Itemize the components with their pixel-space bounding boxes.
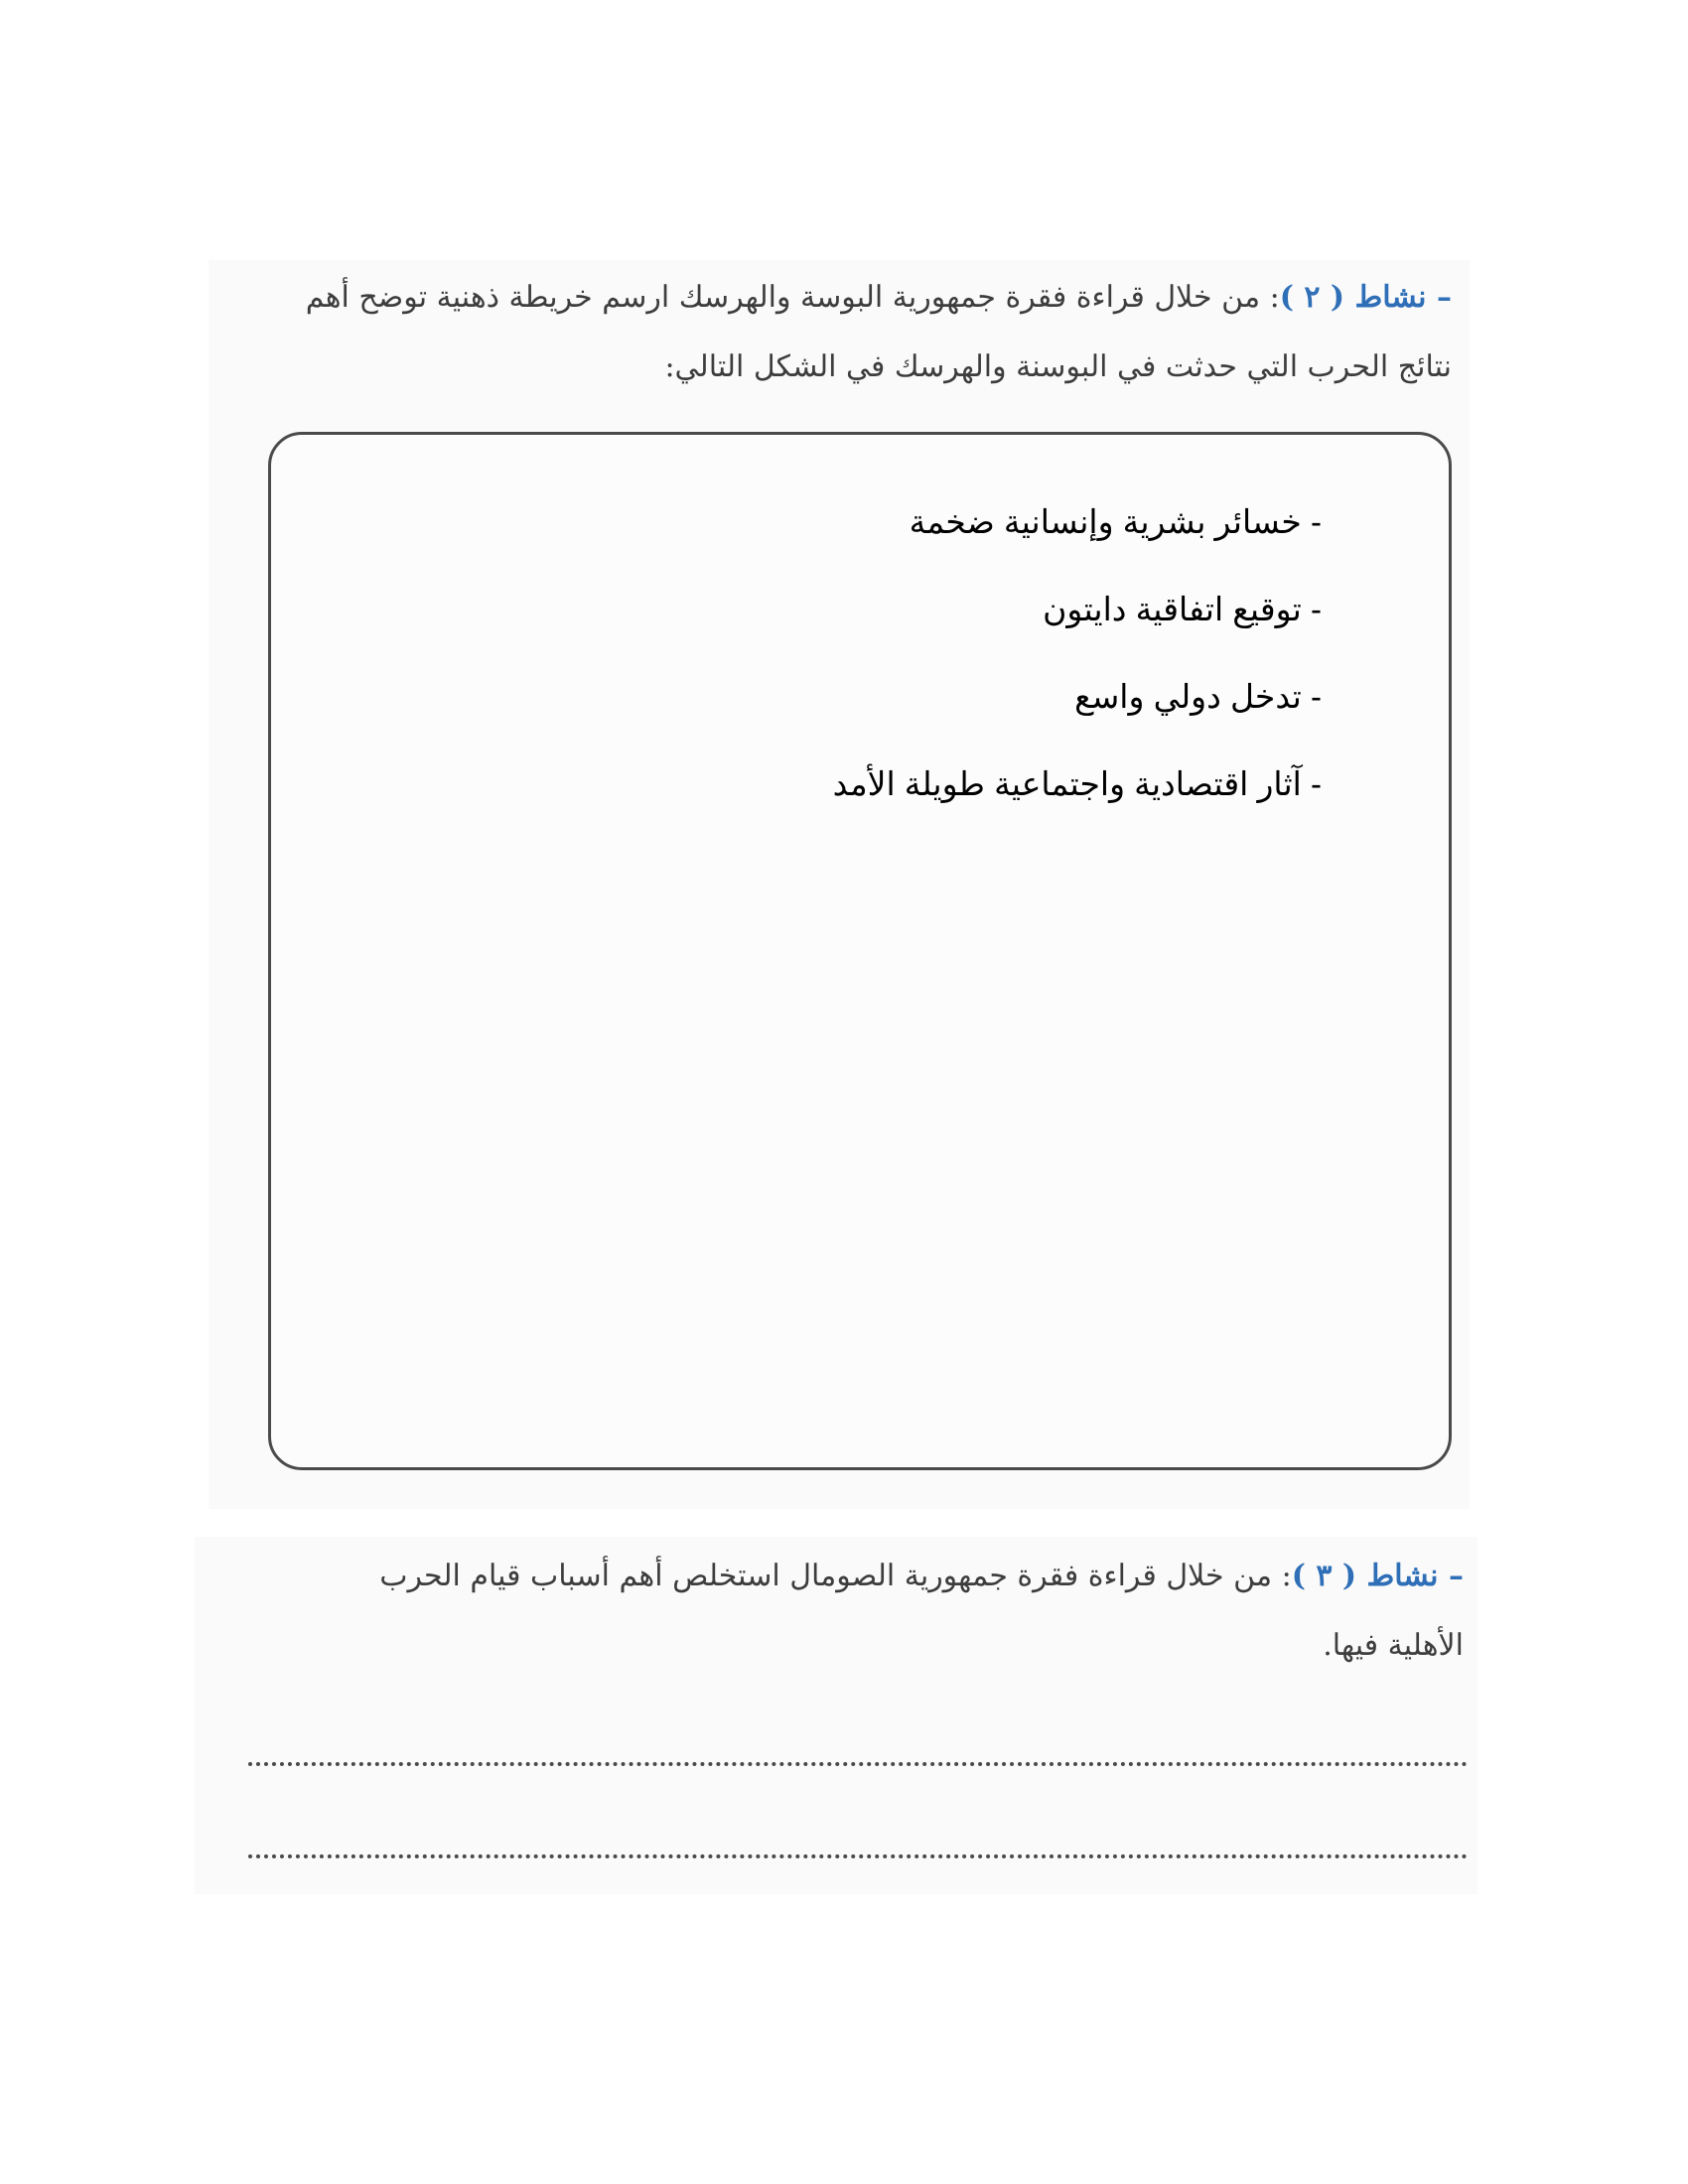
activity-2-instruction-line-2: نتائج الحرب التي حدثت في البوسنة والهرسك في الشكل التالي: bbox=[664, 349, 1452, 384]
activity-2-label: نشاط ( ٢ ) bbox=[1279, 280, 1427, 315]
result-item-3: - تدخل دولي واسع bbox=[1074, 678, 1322, 715]
activity-3-prefix: – bbox=[1438, 1559, 1464, 1593]
mind-map-box bbox=[268, 432, 1452, 1470]
activity-2-instruction-line-1 bbox=[220, 280, 1452, 315]
activity-3-instruction-line-1 bbox=[212, 1559, 1464, 1593]
activity-3-label: نشاط ( ٣ ) bbox=[1291, 1559, 1439, 1593]
answer-line-1[interactable] bbox=[248, 1762, 1468, 1766]
activity-3-instruction-text: : من خلال قراءة فقرة جمهورية الصومال استخلص أهم أسباب قيام الحرب bbox=[379, 1559, 1292, 1593]
activity-3-instruction-line-2: الأهلية فيها. bbox=[1323, 1628, 1464, 1663]
activity-2-instruction-text: : من خلال قراءة فقرة جمهورية البوسة والهرسك ارسم خريطة ذهنية توضح أهم bbox=[305, 280, 1280, 315]
answer-line-2[interactable] bbox=[248, 1854, 1468, 1858]
result-item-4: - آثار اقتصادية واجتماعية طويلة الأمد bbox=[832, 765, 1322, 802]
war-results-list bbox=[833, 478, 1322, 828]
result-item-1: - خسائر بشرية وإنسانية ضخمة bbox=[909, 503, 1322, 540]
result-item-2: - توقيع اتفاقية دايتون bbox=[1043, 591, 1322, 627]
activity-2-prefix: – bbox=[1426, 280, 1452, 315]
